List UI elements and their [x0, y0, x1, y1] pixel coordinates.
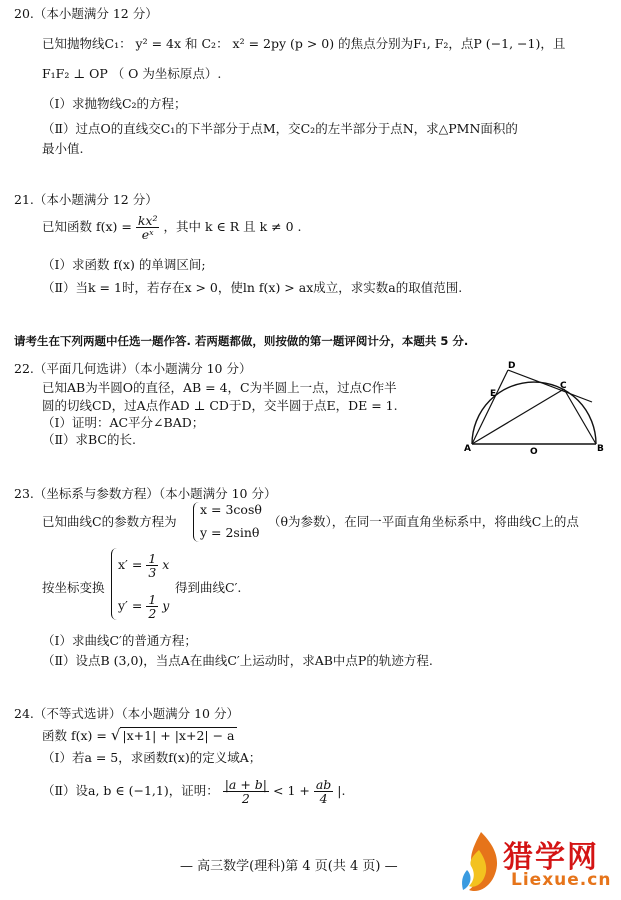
- q24-fraction-2: [314, 778, 333, 805]
- q23-transform-result: 得到曲线C′.: [175, 580, 242, 595]
- q21-numerator: kx²: [137, 213, 158, 228]
- q24-inequality: < 1 +: [273, 783, 310, 798]
- q23-y-lhs: y′ =: [118, 598, 143, 613]
- q23-param-brace: [193, 502, 200, 542]
- q20-line-1: 已知抛物线C₁： y² = 4x 和 C₂： x² = 2py (p > 0) 的焦点分别为F₁, F₂，点P (−1, −1)，且: [42, 36, 566, 51]
- q23-part-2: （Ⅱ）设点B (3,0)，当点A在曲线C′上运动时，求AB中点P的轨迹方程.: [42, 653, 433, 668]
- q23-y-fraction: [146, 593, 158, 620]
- q23-transform-x: [118, 551, 169, 579]
- q21-condition: ，其中 k ∈ R 且 k ≠ 0 .: [163, 219, 302, 234]
- q23-x-num: 1: [148, 551, 157, 566]
- q23-part-1: （Ⅰ）求曲线C′的普通方程；: [42, 633, 197, 648]
- q23-y-den: 2: [148, 606, 157, 621]
- q22-part-2: （Ⅱ）求BC的长.: [42, 432, 136, 447]
- q23-param-intro: 已知曲线C的参数方程为: [42, 514, 177, 529]
- q21-header: 21.（本小题满分 12 分）: [14, 192, 158, 207]
- choice-instruction: 请考生在下列两题中任选一题作答. 若两题都做，则按做的第一题评阅计分，本题共 5 分.: [14, 334, 469, 348]
- q23-eq-y: y = 2sinθ: [200, 525, 260, 540]
- label-d: D: [508, 361, 516, 371]
- q21-denominator: eˣ: [141, 227, 154, 242]
- q23-y-num: 1: [148, 592, 157, 607]
- q24-radicand: |x+1| + |x+2| − a: [122, 728, 235, 743]
- q24-frac1-den: 2: [241, 791, 250, 806]
- q24-function-label: 函数 f(x) =: [42, 728, 107, 743]
- label-b: B: [597, 444, 604, 454]
- q23-y-var: y: [162, 598, 170, 613]
- semicircle-diagram: [460, 358, 610, 458]
- q23-x-fraction: [146, 552, 158, 579]
- logo-flame-icon: [459, 830, 503, 896]
- q24-fraction-1: [223, 778, 269, 805]
- q24-frac2-den: 4: [319, 791, 328, 806]
- logo-title: 猎学网: [503, 840, 599, 875]
- q23-eq-x: x = 3cosθ: [200, 502, 262, 517]
- q20-part-2: （Ⅱ）过点O的直线交C₁的下半部分于点M，交C₂的左半部分于点N，求△PMN面积的: [42, 121, 518, 136]
- logo-domain: Liexue.cn: [511, 870, 612, 890]
- q22-line-2: 圆的切线CD，过A点作AD ⊥ CD于D，交半圆于点E，DE = 1.: [42, 398, 398, 413]
- label-c: C: [560, 381, 567, 391]
- q24-frac2-num: ab: [315, 777, 332, 792]
- page-footer: — 高三数学(理科)第 4 页(共 4 页) —: [180, 859, 398, 874]
- q20-part-1: （Ⅰ）求抛物线C₂的方程；: [42, 96, 187, 111]
- label-o: O: [530, 447, 538, 457]
- q22-line-1: 已知AB为半圆O的直径，AB = 4，C为半圆上一点，过点C作半: [42, 380, 397, 395]
- q23-x-lhs: x′ =: [118, 557, 143, 572]
- q24-part-1: （Ⅰ）若a = 5，求函数f(x)的定义域A；: [42, 750, 262, 765]
- q23-x-var: x: [162, 557, 170, 572]
- q24-part-2: [42, 774, 345, 808]
- label-a: A: [464, 444, 471, 454]
- q21-line-1: [42, 214, 301, 241]
- q22-header: 22.（平面几何选讲）（本小题满分 10 分）: [14, 361, 252, 376]
- q23-transform-intro: 按坐标变换: [42, 580, 105, 595]
- q22-part-1: （Ⅰ）证明：AC平分∠BAD；: [42, 415, 205, 430]
- q20-line-5: 最小值.: [42, 141, 84, 156]
- q24-header: 24.（不等式选讲）（本小题满分 10 分）: [14, 706, 239, 721]
- q23-transform-y: [118, 592, 169, 620]
- q24-end-mark: |.: [337, 783, 346, 798]
- q23-header: 23.（坐标系与参数方程）（本小题满分 10 分）: [14, 486, 277, 501]
- q24-function: [42, 727, 237, 744]
- q21-fraction: [136, 214, 160, 241]
- label-e: E: [490, 389, 497, 399]
- q24-part-2-intro: （Ⅱ）设a, b ∈ (−1,1)，证明：: [42, 783, 219, 798]
- q24-sqrt-sign: √: [110, 726, 121, 744]
- q20-header: 20.（本小题满分 12 分）: [14, 6, 158, 21]
- q23-param-desc: （θ为参数），在同一平面直角坐标系中，将曲线C上的点: [268, 514, 579, 529]
- q23-transform-brace: [111, 548, 118, 620]
- q23-x-den: 3: [148, 565, 157, 580]
- q21-part-2: （Ⅱ）当k = 1时，若存在x > 0，使ln f(x) > ax成立，求实数a的取值范围.: [42, 280, 463, 295]
- liexue-logo: [455, 826, 621, 900]
- q20-line-2: F₁F₂ ⊥ OP （ O 为坐标原点）.: [42, 66, 222, 81]
- q21-part-1: （Ⅰ）求函数 f(x) 的单调区间;: [42, 257, 206, 272]
- q24-frac1-num: |a + b|: [224, 777, 268, 792]
- q21-function-label: 已知函数 f(x) =: [42, 219, 132, 234]
